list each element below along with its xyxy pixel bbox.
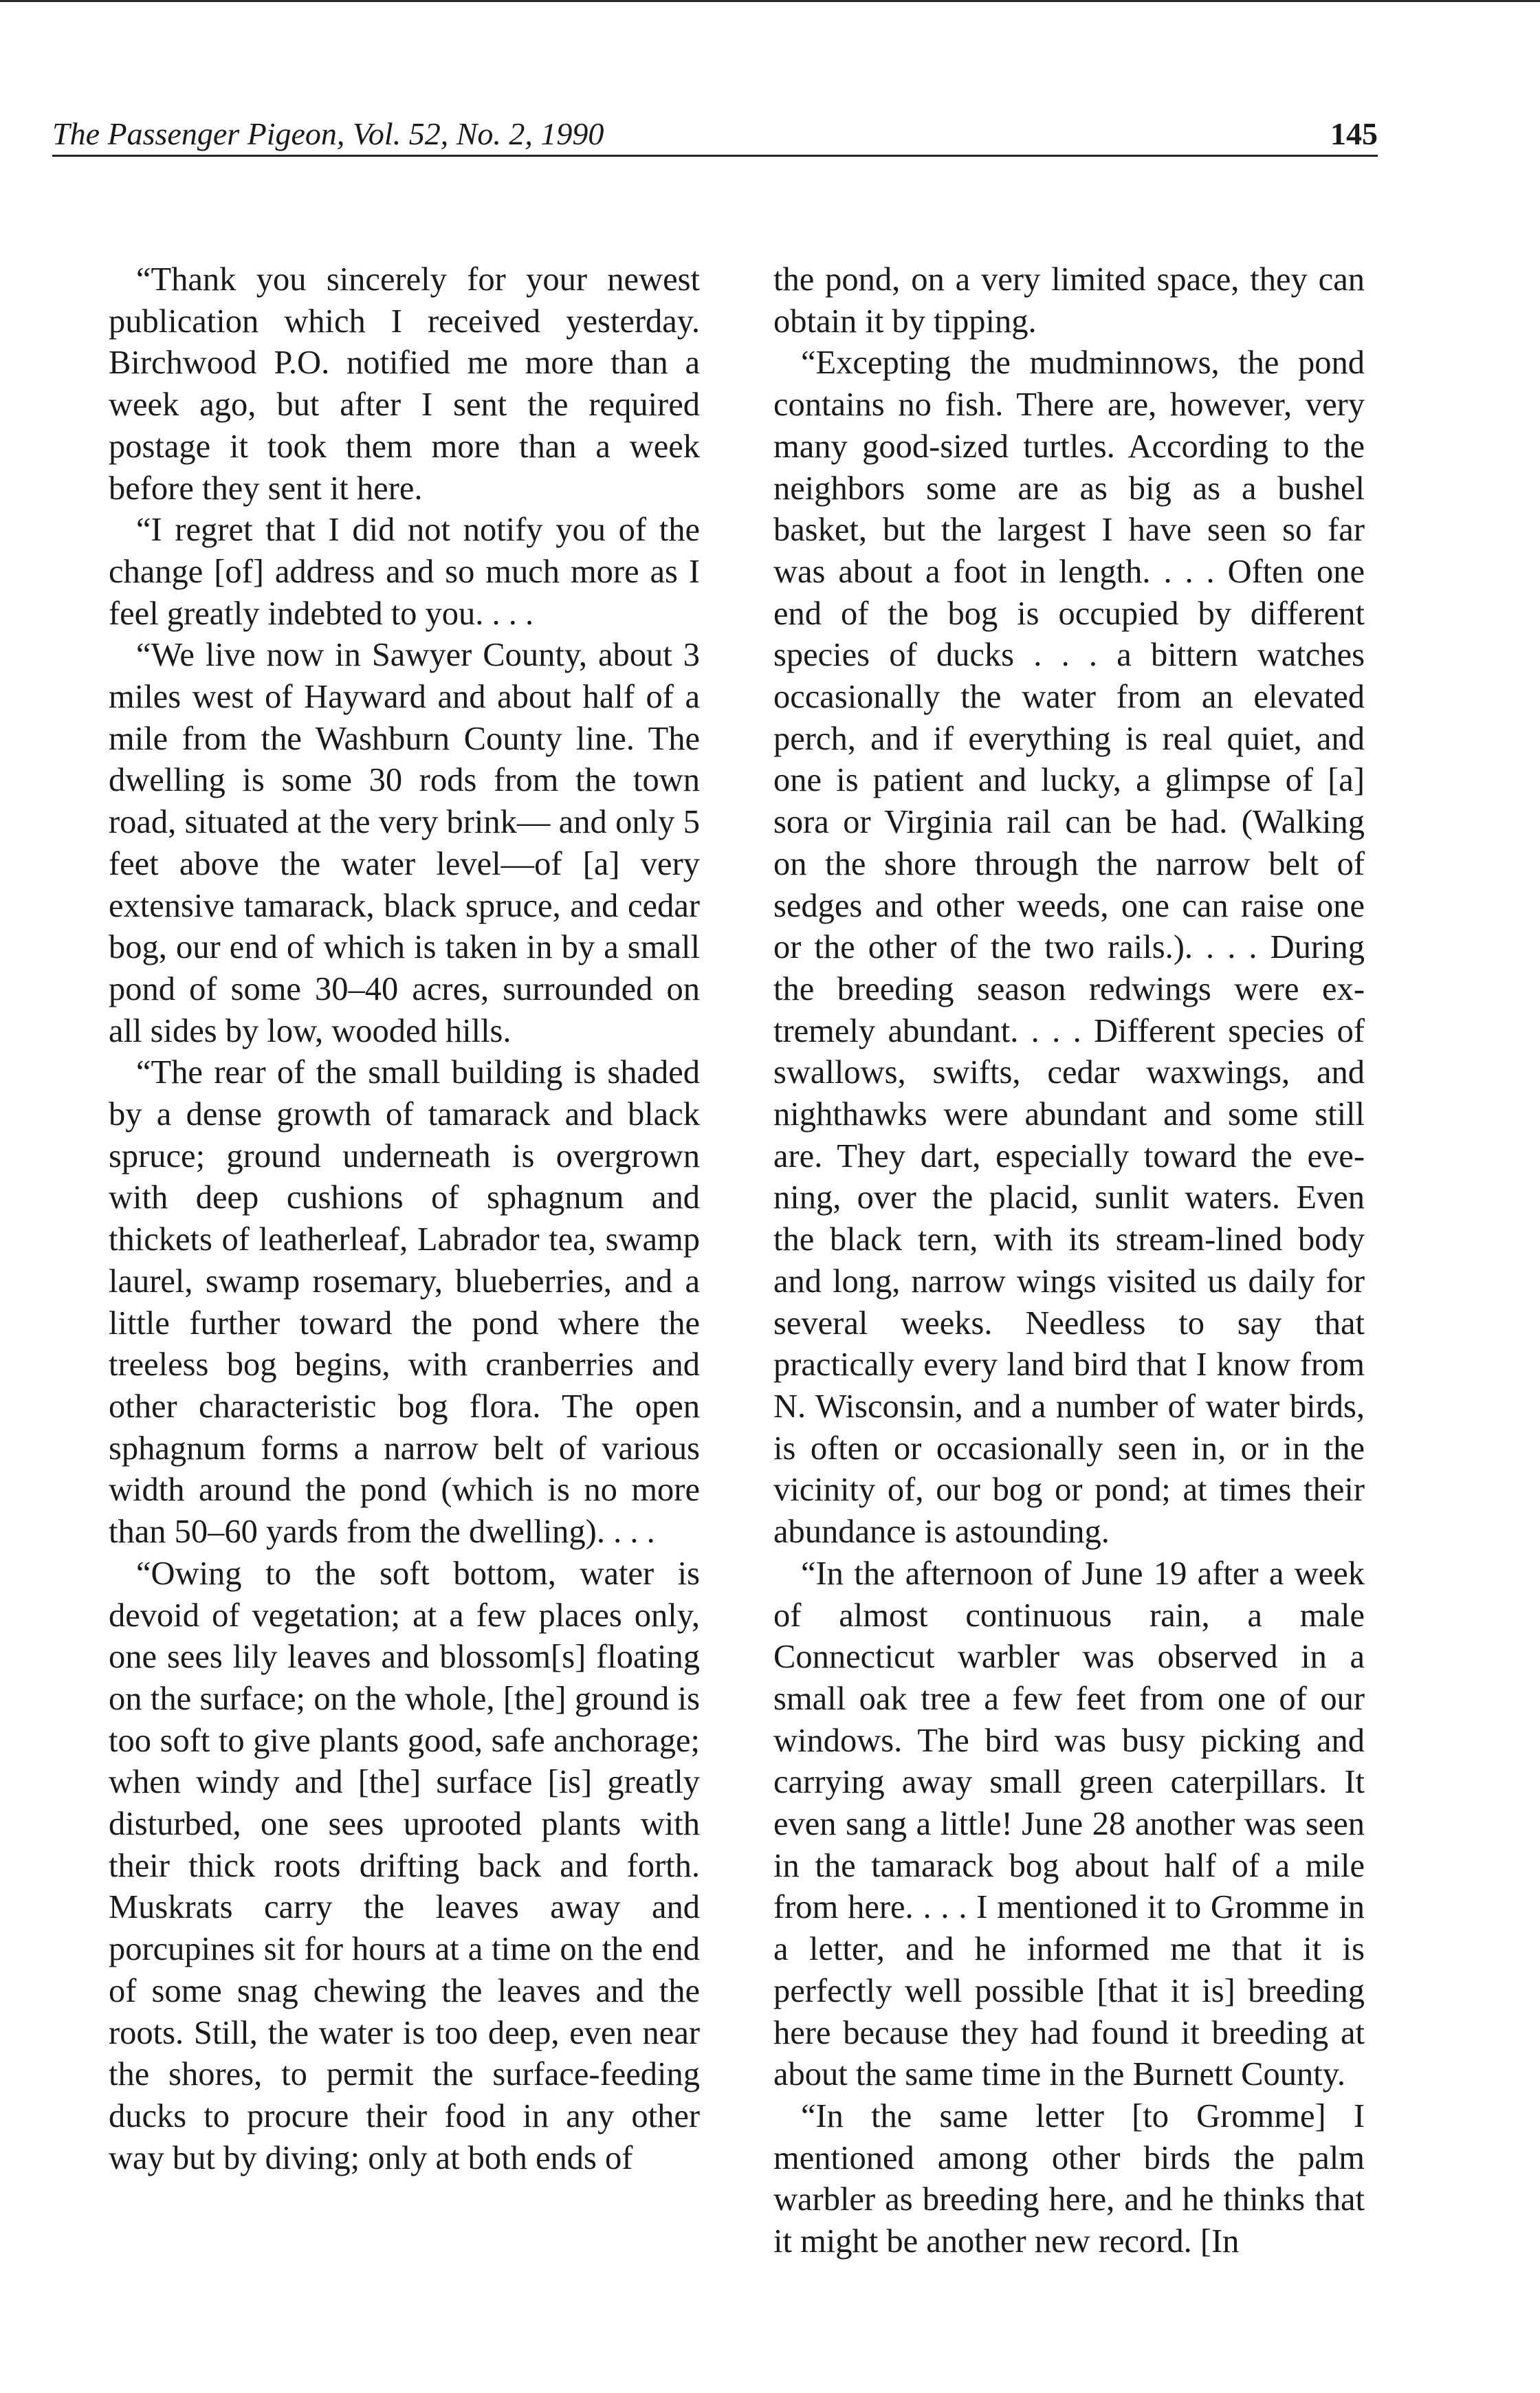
top-border-rule — [0, 0, 1540, 2]
paragraph: “I regret that I did not notify you of the change [of] address and so much more as I feel greatly indebted to you. . . . — [109, 512, 700, 632]
paragraph: “In the same letter [to Gromme] I mentioned among other birds the palm warbler as breeding here, and he thinks that it might be another new record. [In — [773, 2097, 1365, 2260]
running-header — [52, 113, 1378, 157]
page-number: 145 — [1330, 116, 1378, 151]
paragraph-continued: the pond, on a very limited space, they can obtain it by tipping. — [773, 261, 1365, 340]
left-text-column — [109, 259, 700, 2179]
paragraph: “We live now in Sawyer County, about 3 miles west of Hayward and about half of a mile from the Washburn County line. The dwelling is some 30 rods from the town road, situated at the very brink— and only 5 feet above the water level—of [a] very extensive tamarack, black spruce, and cedar bog, our end of which is taken in by a small pond of some 30–40 acres, surrounded on all sides by low, wooded hills. — [109, 637, 700, 1049]
paragraph: “Excepting the mudminnows, the pond contains no fish. There are, however, very many good-sized turtles. According to the neighbors some are as big as a bushel basket, but the largest I have seen so far was about a foot in length. . . . Often one end of the bog is occupied by different species of ducks . . . a bittern watches occasionally the water from an elevated perch, and if everything is real quiet, and one is patient and lucky, a glimpse of [a] sora or Virginia rail can be had. (Walking on the shore through the narrow belt of sedges and other weeds, one can raise one or the other of the two rails.). . . . During the breeding season redwings were extremely abundant. . . . Different species of swallows, swifts, cedar waxwings, and nighthawks were abundant and some still are. They dart, especially toward the evening, over the placid, sunlit waters. Even the black tern, with its stream-lined body and long, narrow wings visited us daily for several weeks. Needless to say that practically every land bird that I know from N. Wisconsin, and a number of water birds, is often or occasionally seen in, or in the vicinity of, our bog or pond; at times their abundance is astounding. — [773, 345, 1365, 1551]
paragraph: “In the afternoon of June 19 after a week of almost continuous rain, a male Connecticut warbler was observed in a small oak tree a few feet from one of our windows. The bird was busy picking and carrying away small green caterpillars. It even sang a little! June 28 another was seen in the tamarack bog about half of a mile from here. . . . I mentioned it to Gromme in a letter, and he informed me that it is perfectly well possible [that it is] breeding here because they had found it breeding at about the same time in the Burnett County. — [773, 1555, 1365, 2093]
paragraph: “Owing to the soft bottom, water is devoid of vegetation; at a few places only, one sees lily leaves and blossom[s] floating on the surface; on the whole, [the] ground is too soft to give plants good, safe anchorage; when windy and [the] surface [is] greatly disturbed, one sees uprooted plants with their thick roots drifting back and forth. Muskrats carry the leaves away and porcupines sit for hours at a time on the end of some snag chewing the leaves and the roots. Still, the water is too deep, even near the shores, to permit the surface-feeding ducks to procure their food in any other way but by diving; only at both ends of — [109, 1555, 700, 2176]
right-text-column — [773, 259, 1365, 2263]
paragraph: “Thank you sincerely for your newest publication which I received yesterday. Birchwood P.O. notified me more than a week ago, but after I sent the required postage it took them more than a week before they sent it here. — [109, 261, 700, 507]
journal-citation: The Passenger Pigeon, Vol. 52, No. 2, 1990 — [52, 116, 604, 151]
paragraph: “The rear of the small building is shaded by a dense growth of tamarack and black spruce; ground underneath is overgrown with deep cushions of sphagnum and thickets of leatherleaf, Labrador tea, swamp laurel, swamp rosemary, blueberries, and a little further toward the pond where the treeless bog begins, with cranberries and other characteristic bog flora. The open sphagnum forms a narrow belt of various width around the pond (which is no more than 50–60 yards from the dwelling). . . . — [109, 1054, 700, 1551]
